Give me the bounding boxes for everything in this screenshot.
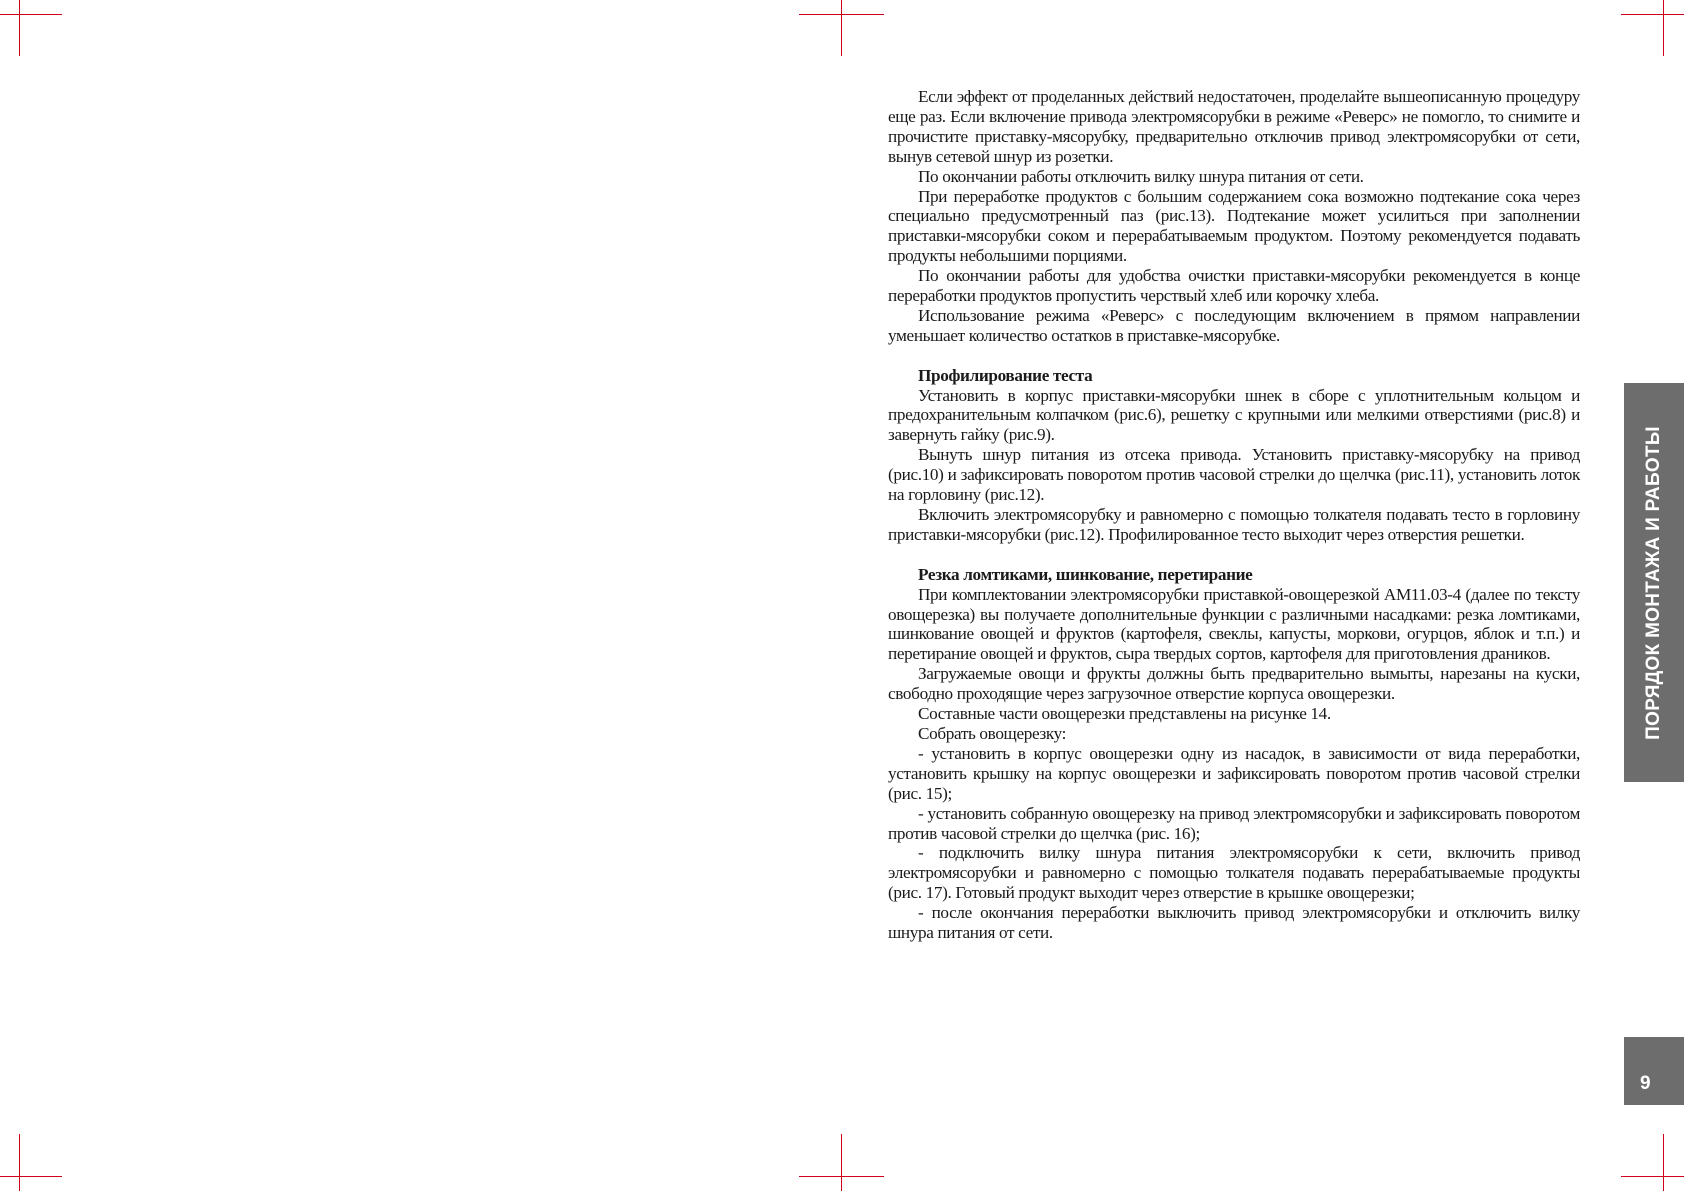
paragraph: Если эффект от проделанных действий недостаточен, проделайте вышеописанную процедуру еще раз. Если включение привода электромясорубки в режиме «Реверс» не помогло, то снимите и прочистите приставку-мясорубку, предварительно отключив привод электромясорубки от сети, вынув сетевой шнур из розетки. [888,87,1580,166]
section-heading-slicing: Резка ломтиками, шинкование, перетирание [918,564,1253,584]
paragraph: По окончании работы для удобства очистки приставки-мясорубки рекомендуется в конце переработки продуктов пропустить черствый хлеб или корочку хлеба. [888,266,1580,306]
section-gap [888,346,1580,366]
list-item: - установить в корпус овощерезки одну из насадок, в зависимости от вида переработки, установить крышку на корпус овощерезки и зафиксировать поворотом против часовой стрелки (рис. 15); [888,743,1580,803]
paragraph: Составные части овощерезки представлены на рисунке 14. [918,704,1331,724]
crop-mark-top-right-v [1663,0,1664,56]
crop-mark-bottom-right-v [1663,1134,1664,1191]
list-item: - подключить вилку шнура питания электромясорубки к сети, включить привод электромясорубки и равномерно с помощью толкателя подавать перерабатываемые продукты (рис. 17). Готовый продукт выходит через отверстие в крышке овощерезки; [888,843,1580,903]
list-item: - установить собранную овощерезку на привод электромясорубки и зафиксировать поворотом против часовой стрелки до щелчка (рис. 16); [888,803,1580,843]
crop-mark-top-center-v [841,0,842,56]
crop-mark-top-right-h [1621,14,1684,15]
crop-mark-top-left-h [0,14,62,15]
paragraph: Установить в корпус приставки-мясорубки шнек в сборе с уплотнительным кольцом и предохранительным колпачком (рис.6), решетку с крупными или мелкими отверстиями (рис.8) и завернуть гайку (рис.9). [888,385,1580,445]
page-number-box [1624,1037,1684,1105]
crop-mark-bottom-left-h [0,1176,62,1177]
section-gap [888,545,1580,565]
paragraph: Включить электромясорубку и равномерно с помощью толкателя подавать тесто в горловину приставки-мясорубки (рис.12). Профилированное тесто выходит через отверстия решетки. [888,505,1580,544]
list-item: - после окончания переработки выключить привод электромясорубки и отключить вилку шнура питания от сети. [888,903,1580,943]
chapter-side-tab [1624,383,1684,782]
crop-mark-bottom-left-v [19,1134,20,1191]
crop-mark-bottom-center-v [841,1134,842,1191]
paragraph: Использование режима «Реверс» с последующим включением в прямом направлении уменьшает количество остатков в приставке-мясорубке. [888,305,1580,345]
page-number: 9 [1640,1073,1651,1094]
crop-mark-top-left-v [19,0,20,56]
text-column [888,87,1580,943]
paragraph: По окончании работы отключить вилку шнура питания от сети. [918,166,1364,186]
section-heading-dough: Профилирование теста [918,365,1093,385]
paragraph: При комплектовании электромясорубки приставкой-овощерезкой АМ11.03-4 (далее по тексту овощерезка) вы получаете дополнительные функции с различными насадками: резка ломтиками, шинкование овощей и фруктов (картофеля, свеклы, капусты, моркови, огурцов, яблок и т.п.) и перетирание овощей и фруктов, сыра твердых сортов, картофеля для приготовления драников. [888,584,1580,664]
paragraph: Загружаемые овощи и фрукты должны быть предварительно вымыты, нарезаны на куски, свободно проходящие через загрузочное отверстие корпуса овощерезки. [888,664,1580,704]
paragraph: При переработке продуктов с большим содержанием сока возможно подтекание сока через специально предусмотренный паз (рис.13). Подтекание может усилиться при заполнении приставки-мясорубки соком и перерабатываемым продуктом. Поэтому рекомендуется подавать продукты небольшими порциями. [888,186,1580,266]
paragraph: Собрать овощерезку: [918,723,1067,743]
crop-mark-bottom-right-h [1621,1176,1684,1177]
chapter-title: ПОРЯДОК МОНТАЖА И РАБОТЫ [1643,425,1664,740]
paragraph: Вынуть шнур питания из отсека привода. Установить приставку-мясорубку на привод (рис.10) и зафиксировать поворотом против часовой стрелки до щелчка (рис.11), установить лоток на горловину (рис.12). [888,445,1580,505]
